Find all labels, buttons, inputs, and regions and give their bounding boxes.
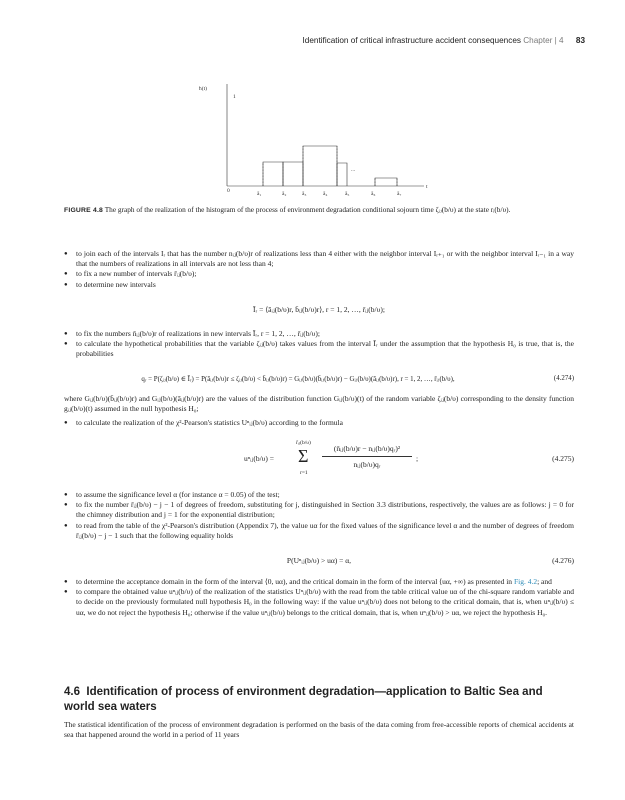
x-label-4: ā₄ xyxy=(323,191,328,197)
bullet-list-5 xyxy=(64,577,574,618)
x-label-7: ā₇ xyxy=(397,191,402,197)
section-number: 4.6 xyxy=(64,686,80,698)
histogram-bar-4 xyxy=(337,163,347,186)
section-heading xyxy=(64,685,574,715)
list-item-text: to determine the acceptance domain in the form of the interval ⟨0, uα), and the critical domain in the form of the interval ⟨uα, +∞) as presented in xyxy=(76,577,514,586)
equation-4-275 xyxy=(64,438,574,480)
equation-body: Īᵣ = ⟨āᵢⱼ(b/υ)r, b̄ᵢⱼ(b/υ)r⟩, r = 1, 2, …, r̄ᵢⱼ(b/υ); xyxy=(253,305,385,314)
where-text: where Gᵢⱼ(b/υ)(b̄ᵢⱼ(b/υ)r) and Gᵢⱼ(b/υ)(āᵢⱼ(b/υ)r) are the values of the distribution function Gᵢⱼ(b/υ)(t) of the random variable ζᵢⱼ(b/υ) corresponding to the density function gᵢⱼ(b/υ)(t) assumed in the null hypothesis H₀; xyxy=(64,394,574,414)
chapter-label: Chapter | 4 xyxy=(523,36,564,45)
histogram-bar-1 xyxy=(263,162,283,186)
caption-text: The graph of the realization of the histogram of the process of environment degradation conditional sojourn time ζᵢⱼ(b/υ) at the state rᵢ(b/υ). xyxy=(104,205,511,214)
histogram-bar-5 xyxy=(375,178,397,186)
list-item: ● to read from the table of the χ²-Pearson's distribution (Appendix 7), the value uα for the fixed values of the significance level α and the number of degrees of freedom r̄ᵢⱼ(b/υ) − j − 1 such that the following equality holds xyxy=(64,521,574,541)
equation-body: qᵣ = P(ζᵢⱼ(b/υ) ∈ Īᵣ) = P(āᵢⱼ(b/υ)r ≤ ζᵢⱼ(b/υ) < b̄ᵢⱼ(b/υ)r) = Gᵢⱼ(b/υ)(b̄ᵢⱼ(b/υ)r) − Gᵢⱼ(b/υ)(āᵢⱼ(b/υ)r), r = 1, 2, …, r̄ᵢⱼ(b/υ), xyxy=(141,376,455,383)
equation-intervals xyxy=(64,305,574,317)
figure-link[interactable]: Fig. 4.2 xyxy=(513,577,538,586)
list-item: ● to fix the number r̄ᵢⱼ(b/υ) − j − 1 of degrees of freedom, substituting for j, distinguished in Section 3.3 distributions, respectively, the values are as follows: j = 0 for the chimney distribution and j = 1 for the exponential distribution; xyxy=(64,500,574,520)
y-axis-label: ħ(t) xyxy=(199,86,207,92)
x-label-1: ā₁ xyxy=(257,191,262,197)
list-item: ● to compare the obtained value uⁿᵢⱼ(b/υ) of the realization of the statistics Uⁿᵢⱼ(b/υ) with the read from the table critical value uα of the chi-square random variable and to decide on the previously formulated null hypothesis H₀ in the following way: if the value uⁿᵢⱼ(b/υ) does not belong to the critical domain, that is, when uⁿᵢⱼ(b/υ) ≤ uα, we do not reject the hypothesis H₀; otherwise if the value uⁿᵢⱼ(b/υ) belongs to the critical domain, that is, when uⁿᵢⱼ(b/υ) > uα, we reject the hypothesis H₀. xyxy=(64,587,574,618)
list-item: ● to determine new intervals xyxy=(64,280,574,290)
list-item: ● to fix a new number of intervals r̄ᵢⱼ(b/υ); xyxy=(64,269,574,279)
bullet-list-4 xyxy=(64,490,574,541)
bullet-list-1 xyxy=(64,249,574,290)
list-item: ● to calculate the realization of the χ²-Pearson's statistics Uⁿᵢⱼ(b/υ) according to the formula xyxy=(64,418,574,428)
list-item xyxy=(64,577,574,587)
equation-tail: ; xyxy=(416,454,419,463)
histogram-figure xyxy=(195,80,430,202)
equation-number: (4.275) xyxy=(552,454,574,463)
paragraph-text: The statistical identification of the process of environment degradation is performed on the basis of the data coming from free-accessible reports of chemical accidents at sea that happened around the world in a period of 11 years xyxy=(64,720,574,740)
sum-lower-limit: r=1 xyxy=(300,470,308,476)
caption-label: FIGURE 4.8 xyxy=(64,207,104,214)
x-label-2: ā₂ xyxy=(282,191,287,197)
equation-body: P(Uⁿᵢⱼ(b/υ) > uα) = α, xyxy=(286,556,352,565)
equation-4-274 xyxy=(64,375,574,387)
where-paragraph xyxy=(64,394,574,414)
ellipsis-dots: ... xyxy=(351,167,356,173)
equation-lhs: uⁿᵢⱼ(b/υ) = xyxy=(244,454,274,463)
x-axis-end-label: t xyxy=(426,184,428,190)
page-number: 83 xyxy=(575,36,585,45)
body-paragraph xyxy=(64,720,574,740)
x-label-6: ā₆ xyxy=(371,191,376,197)
list-item: ● to calculate the hypothetical probabilities that the variable ζᵢⱼ(b/υ) takes values from the interval Īᵣ under the assumption that the hypothesis H₀ is true, that is, the probabilities xyxy=(64,339,574,359)
histogram-bar-2 xyxy=(283,162,303,186)
sum-symbol: Σ xyxy=(298,446,309,466)
x-label-5: ā₅ xyxy=(345,191,350,197)
y-tick-label: 1 xyxy=(233,94,236,100)
figure-caption xyxy=(64,205,574,216)
fraction-numerator: (n̄ᵢⱼ(b/υ)r − nᵢⱼ(b/υ)qᵣ)² xyxy=(333,444,401,453)
list-item: ● to fix the numbers n̄ᵢⱼ(b/υ)r of realizations in new intervals Īᵣ, r = 1, 2, …, r̄ᵢⱼ(b/υ); xyxy=(64,329,574,339)
fraction-bar xyxy=(322,456,412,457)
bullet-list-2 xyxy=(64,329,574,360)
histogram-bar-3 xyxy=(303,146,337,186)
list-item: ● to join each of the intervals Iᵣ that has the number nᵢⱼ(b/υ)r of realizations less than 4 either with the neighbor interval Iᵣ₊₁ or with the neighbor interval Iᵣ₋₁ in a way that the numbers of realizations in all intervals are not less than 4; xyxy=(64,249,574,269)
equation-4-276 xyxy=(64,556,574,568)
fraction-denominator: nᵢⱼ(b/υ)qᵣ xyxy=(353,460,381,469)
origin-label: 0 xyxy=(227,188,230,194)
list-item-text: ; and xyxy=(537,577,552,586)
x-label-3: ā₃ xyxy=(302,191,307,197)
section-title: Identification of process of environment degradation—application to Baltic Sea and world sea waters xyxy=(64,686,543,713)
running-header xyxy=(0,36,585,45)
equation-number: (4.276) xyxy=(552,556,574,565)
running-title: Identification of critical infrastructure accident consequences xyxy=(302,36,521,45)
equation-number: (4.274) xyxy=(553,375,574,382)
bullet-list-3 xyxy=(64,418,574,428)
list-item: ● to assume the significance level α (for instance α = 0.05) of the test; xyxy=(64,490,574,500)
sum-upper-limit: r̄ᵢⱼ(b/υ) xyxy=(296,440,311,446)
